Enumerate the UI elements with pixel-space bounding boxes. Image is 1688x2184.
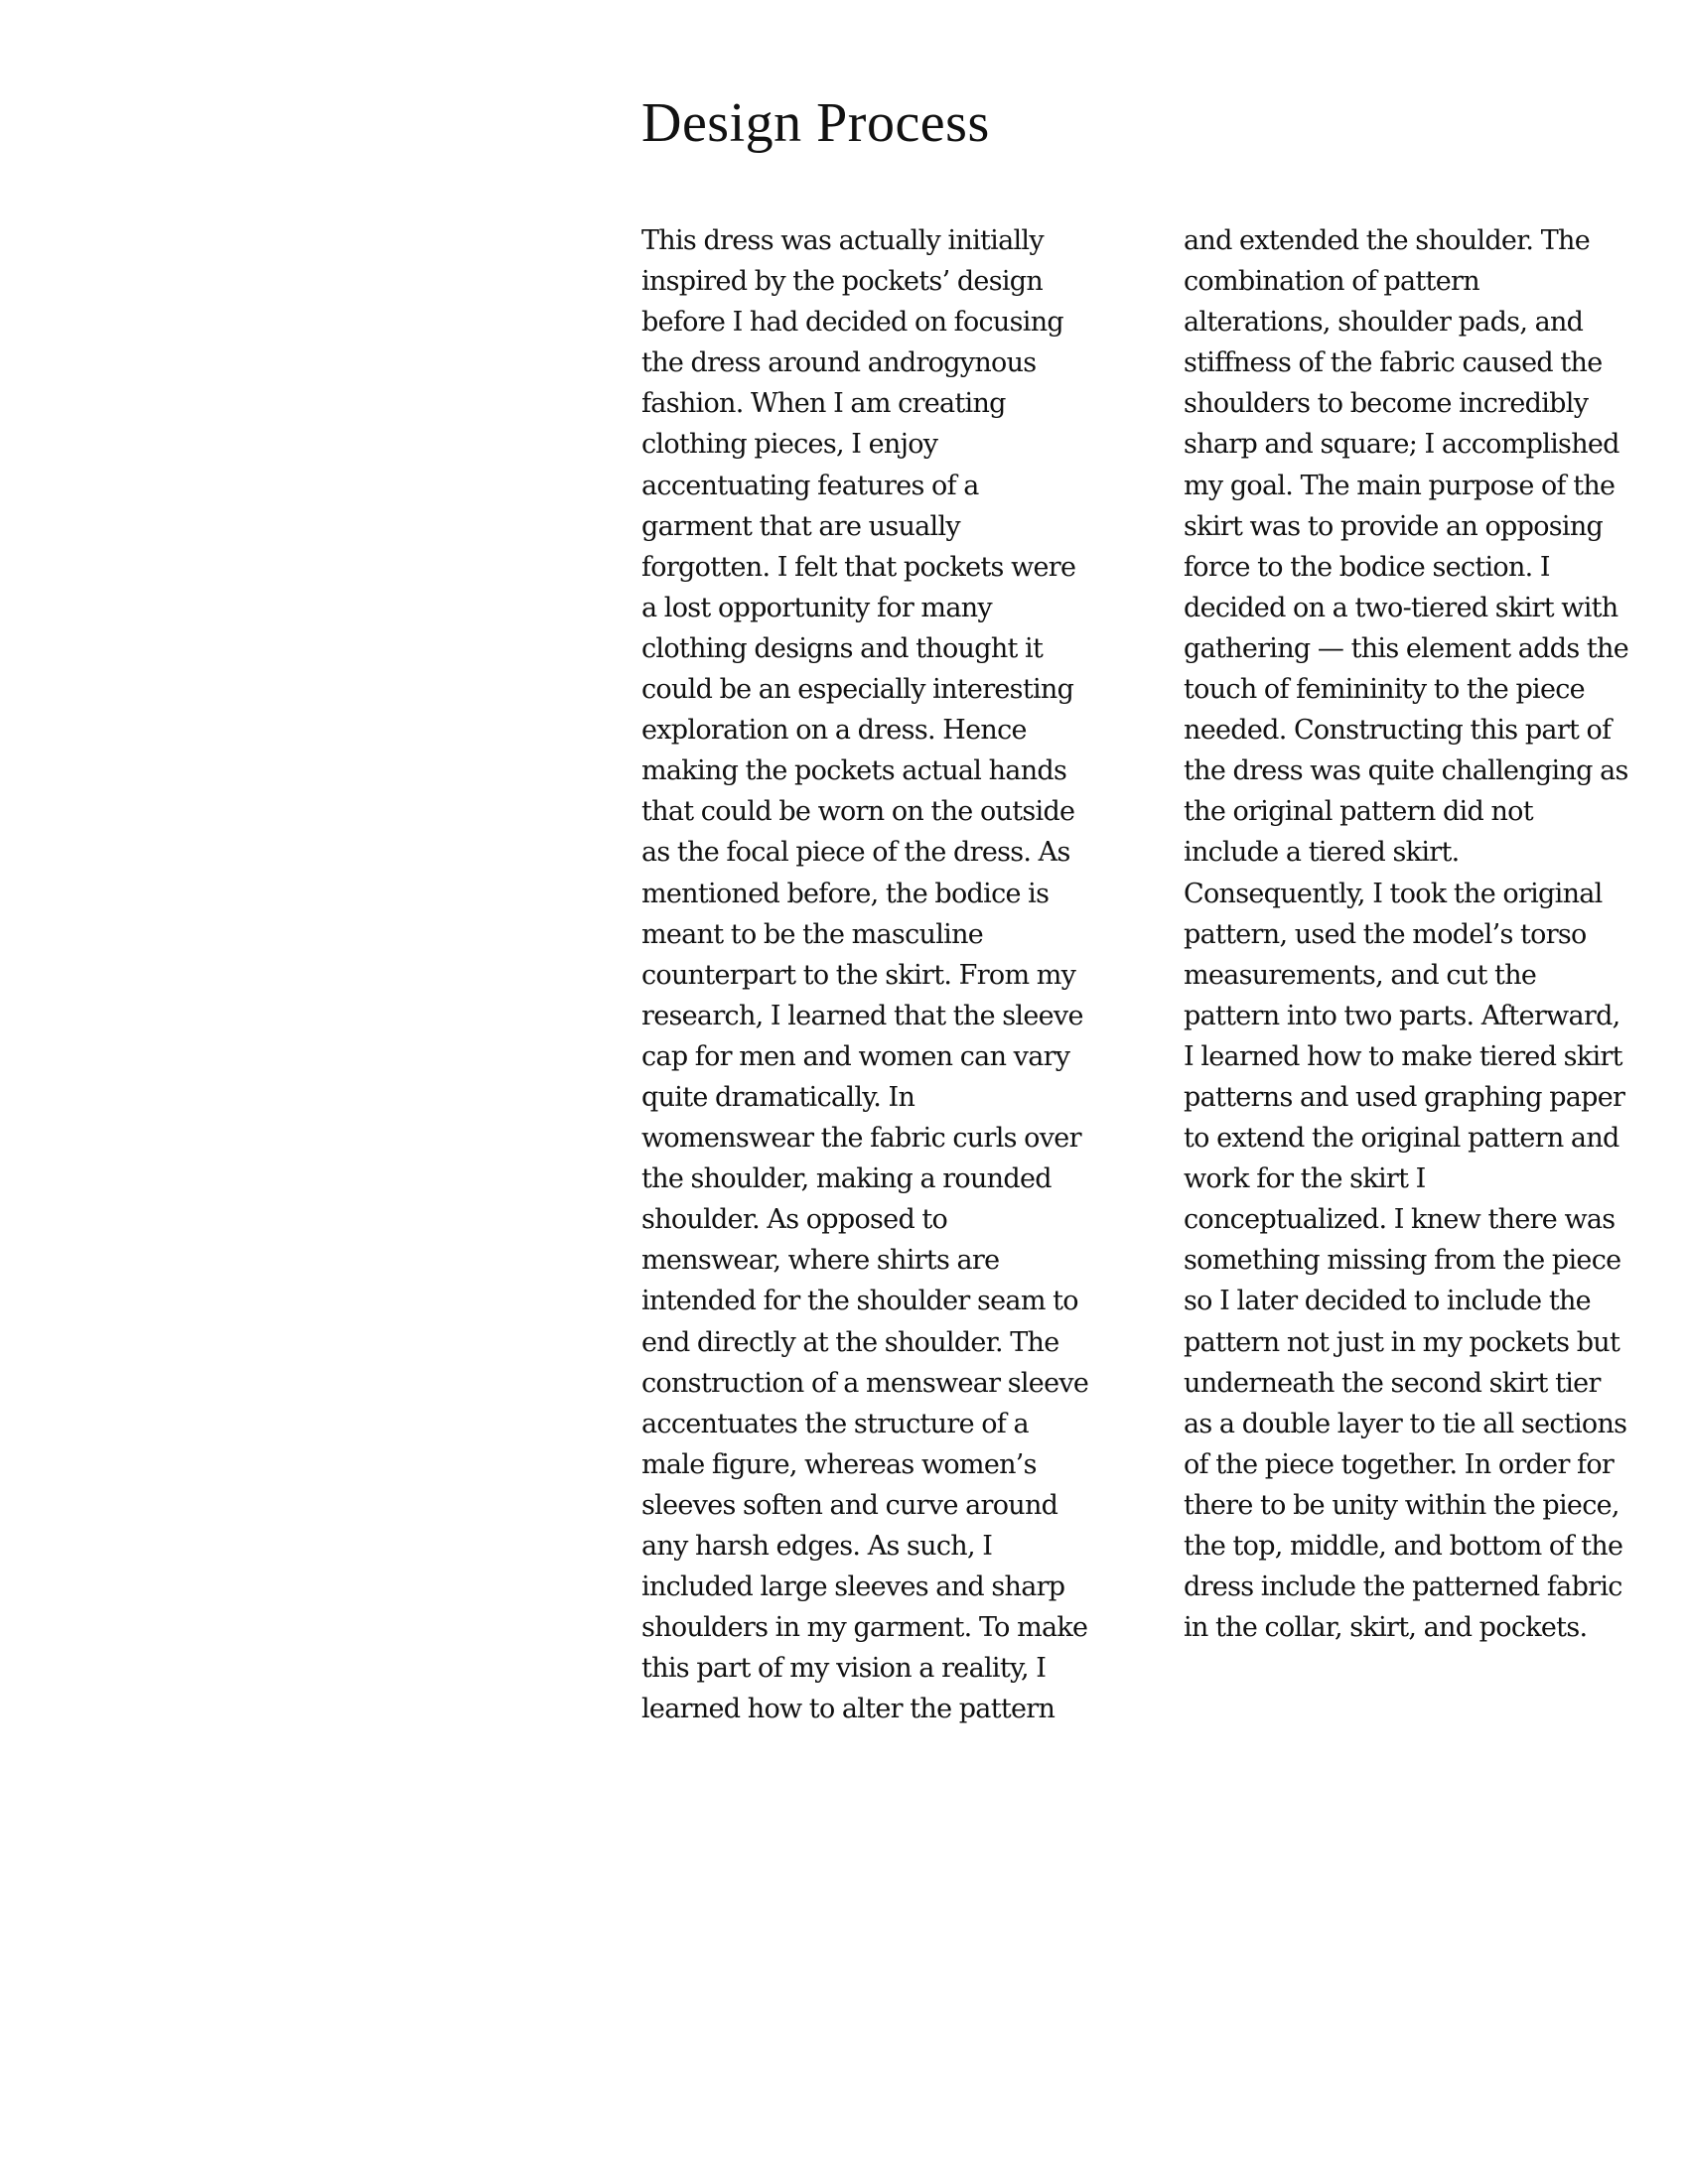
- text-line: needed. Constructing this part of: [1184, 715, 1612, 747]
- text-line: combination of pattern: [1184, 266, 1479, 298]
- text-line: accentuates the structure of a: [641, 1408, 1029, 1439]
- text-line: pattern not just in my pockets but: [1184, 1326, 1620, 1358]
- text-line: sharp and square; I accomplished: [1184, 429, 1619, 461]
- text-line: intended for the shoulder seam to: [641, 1286, 1078, 1317]
- text-line: in the collar, skirt, and pockets.: [1184, 1612, 1588, 1644]
- text-line: gathering — this element adds the: [1184, 632, 1629, 664]
- text-column-right: [1184, 220, 1650, 1648]
- text-line: decided on a two-tiered skirt with: [1184, 592, 1618, 623]
- text-line: end directly at the shoulder. The: [641, 1326, 1059, 1358]
- text-line: counterpart to the skirt. From my: [641, 959, 1076, 991]
- text-line: alterations, shoulder pads, and: [1184, 307, 1584, 339]
- text-line: something missing from the piece: [1184, 1245, 1621, 1277]
- text-line: underneath the second skirt tier: [1184, 1367, 1601, 1399]
- text-line: clothing designs and thought it: [641, 632, 1044, 664]
- text-line: male figure, whereas women’s: [641, 1448, 1037, 1480]
- text-line: as the focal piece of the dress. As: [641, 837, 1070, 869]
- text-line: menswear, where shirts are: [641, 1245, 1000, 1277]
- text-line: the dress around androgynous: [641, 347, 1037, 379]
- text-line: the dress was quite challenging as: [1184, 755, 1628, 787]
- text-line: included large sleeves and sharp: [641, 1571, 1065, 1603]
- text-line: meant to be the masculine: [641, 918, 984, 950]
- text-line: quite dramatically. In: [641, 1081, 915, 1113]
- text-line: to extend the original pattern and: [1184, 1123, 1619, 1155]
- text-line: sleeves soften and curve around: [641, 1489, 1058, 1521]
- text-line: the original pattern did not: [1184, 796, 1533, 828]
- text-line: my goal. The main purpose of the: [1184, 470, 1616, 501]
- text-line: of the piece together. In order for: [1184, 1448, 1615, 1480]
- text-line: exploration on a dress. Hence: [641, 715, 1027, 747]
- text-line: garment that are usually: [641, 510, 960, 542]
- text-line: any harsh edges. As such, I: [641, 1531, 993, 1562]
- text-line: cap for men and women can vary: [641, 1040, 1070, 1072]
- text-line: dress include the patterned fabric: [1184, 1571, 1622, 1603]
- text-line: skirt was to provide an opposing: [1184, 510, 1604, 542]
- text-line: could be an especially interesting: [641, 674, 1074, 706]
- text-line: making the pockets actual hands: [641, 755, 1067, 787]
- text-line: pattern into two parts. Afterward,: [1184, 1000, 1620, 1031]
- text-line: womenswear the fabric curls over: [641, 1123, 1081, 1155]
- text-line: force to the bodice section. I: [1184, 551, 1550, 583]
- text-line: patterns and used graphing paper: [1184, 1081, 1625, 1113]
- text-line: conceptualized. I knew there was: [1184, 1204, 1616, 1236]
- text-line: measurements, and cut the: [1184, 959, 1537, 991]
- text-line: and extended the shoulder. The: [1184, 225, 1590, 256]
- text-line: work for the skirt I: [1184, 1163, 1426, 1195]
- text-line: I learned how to make tiered skirt: [1184, 1040, 1622, 1072]
- text-line: accentuating features of a: [641, 470, 979, 501]
- text-column-left: [641, 220, 1108, 1729]
- text-line: fashion. When I am creating: [641, 388, 1006, 420]
- text-line: construction of a menswear sleeve: [641, 1367, 1089, 1399]
- text-line: a lost opportunity for many: [641, 592, 992, 623]
- text-line: so I later decided to include the: [1184, 1286, 1591, 1317]
- text-line: shoulders to become incredibly: [1184, 388, 1589, 420]
- text-line: there to be unity within the piece,: [1184, 1489, 1619, 1521]
- text-line: forgotten. I felt that pockets were: [641, 551, 1076, 583]
- text-line: research, I learned that the sleeve: [641, 1000, 1083, 1031]
- text-line: learned how to alter the pattern: [641, 1694, 1055, 1725]
- text-line: as a double layer to tie all sections: [1184, 1408, 1627, 1439]
- text-line: clothing pieces, I enjoy: [641, 429, 938, 461]
- text-line: shoulder. As opposed to: [641, 1204, 948, 1236]
- text-line: touch of femininity to the piece: [1184, 674, 1585, 706]
- text-line: that could be worn on the outside: [641, 796, 1075, 828]
- text-line: This dress was actually initially: [641, 225, 1044, 256]
- page-title: Design Process: [641, 92, 990, 154]
- text-line: stiffness of the fabric caused the: [1184, 347, 1603, 379]
- text-line: the shoulder, making a rounded: [641, 1163, 1052, 1195]
- text-line: inspired by the pockets’ design: [641, 266, 1044, 298]
- text-line: mentioned before, the bodice is: [641, 878, 1050, 909]
- text-line: include a tiered skirt.: [1184, 837, 1460, 869]
- text-line: the top, middle, and bottom of the: [1184, 1531, 1623, 1562]
- text-line: shoulders in my garment. To make: [641, 1612, 1088, 1644]
- text-line: Consequently, I took the original: [1184, 878, 1603, 909]
- text-line: this part of my vision a reality, I: [641, 1653, 1047, 1685]
- text-line: before I had decided on focusing: [641, 307, 1063, 339]
- text-line: pattern, used the model’s torso: [1184, 918, 1587, 950]
